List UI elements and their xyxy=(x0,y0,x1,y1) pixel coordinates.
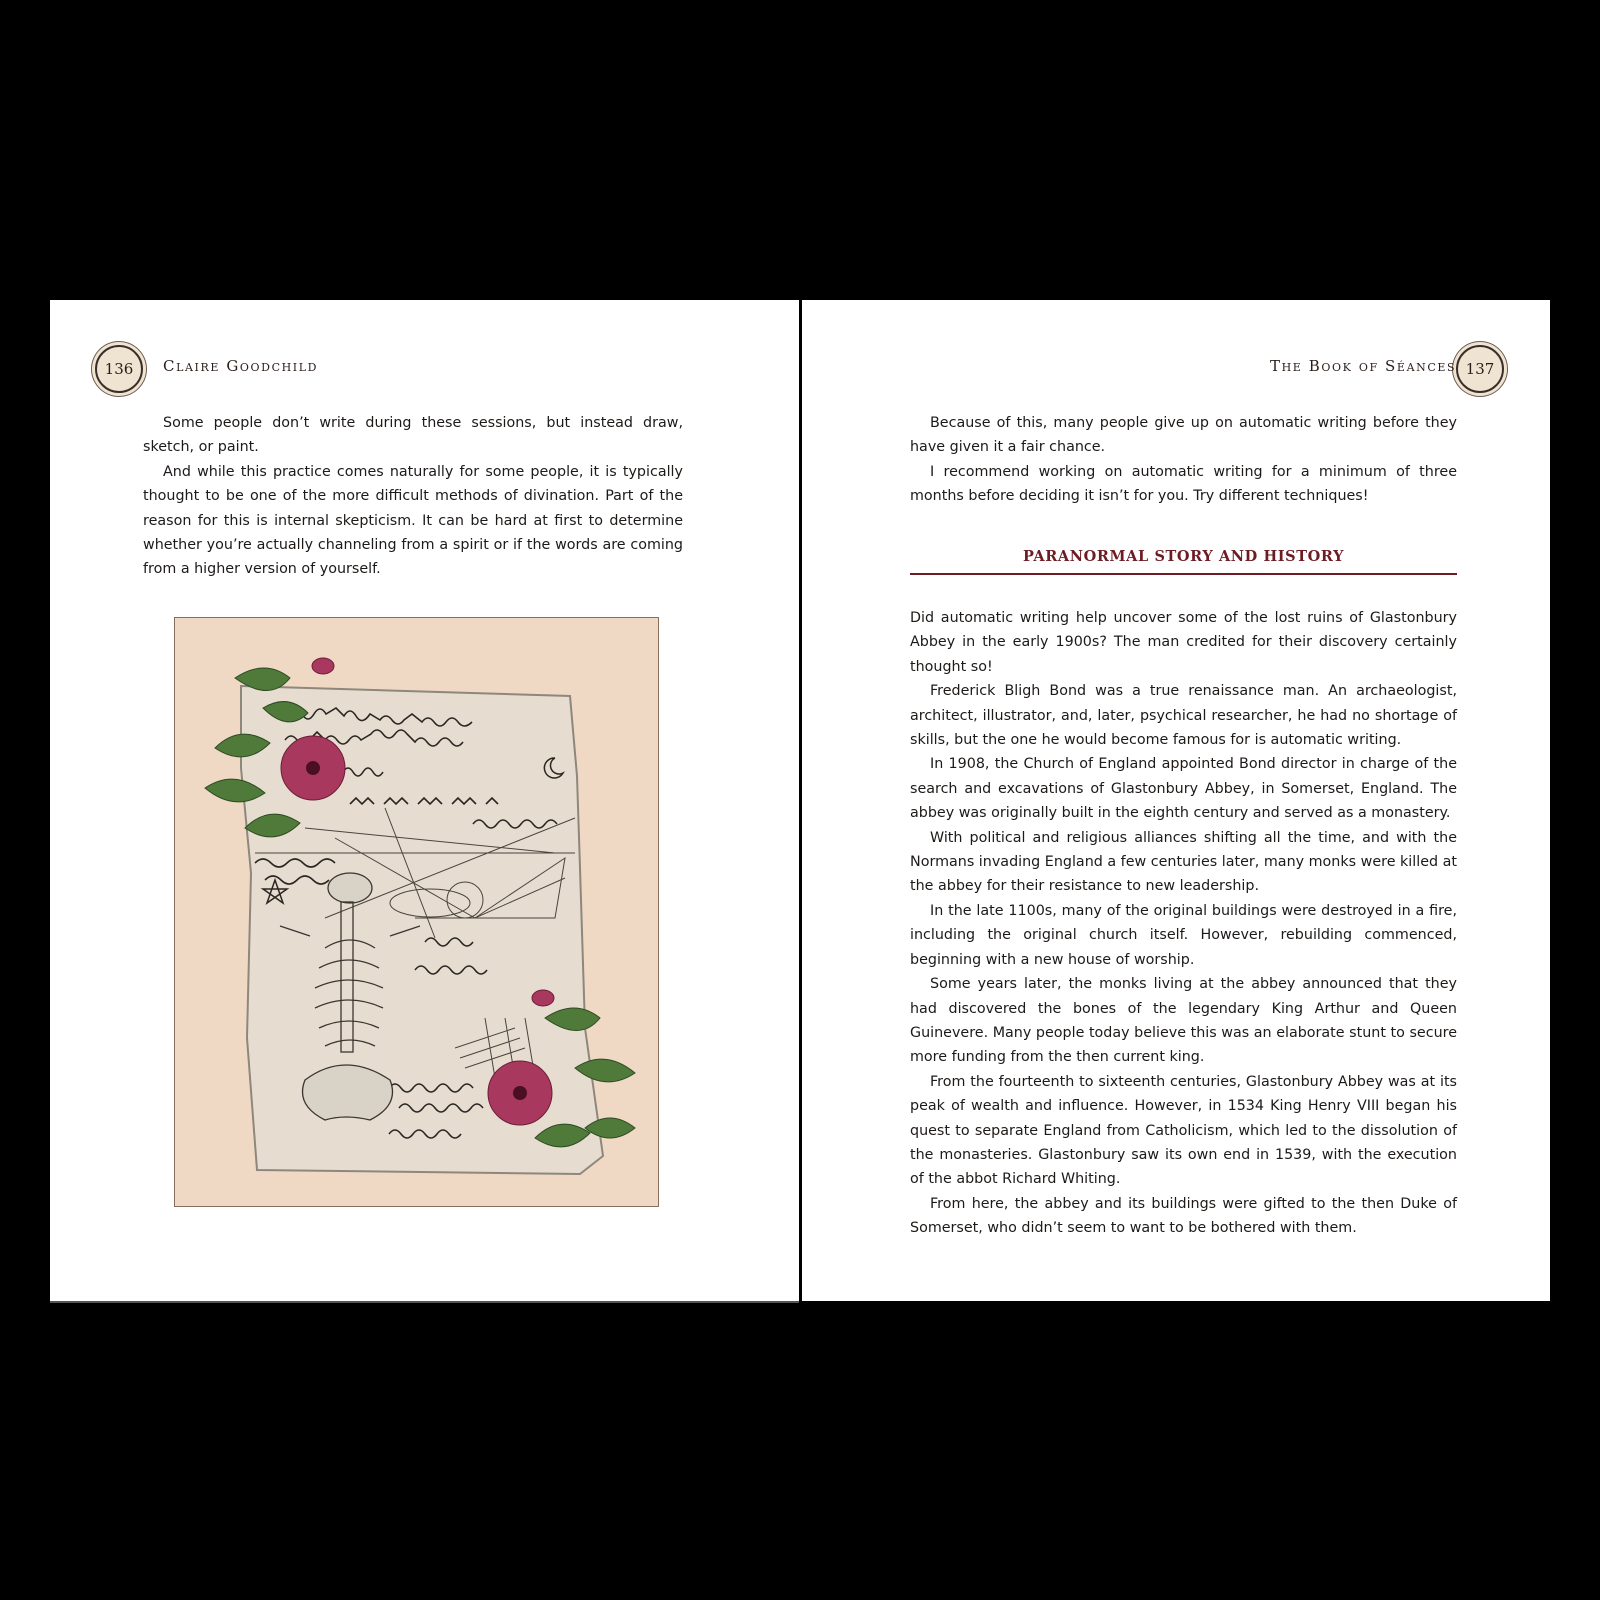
right-section-text xyxy=(910,606,1457,1241)
paragraph: Frederick Bligh Bond was a true renaissance man. An archaeologist, architect, illustrator, and, later, psychical researcher, he had no shortage of skills, but the one he would become famous for is automatic writing. xyxy=(910,683,1457,749)
paragraph: From the fourteenth to sixteenth centuries, Glastonbury Abbey was at its peak of wealth and influence. However, in 1534 King Henry VIII began his quest to separate England from Catholicism, which led to the dissolution of the monasteries. Glastonbury saw its own end in 1539, with the execution of the abbot Richard Whiting. xyxy=(910,1073,1457,1188)
section-heading: PARANORMAL STORY AND HISTORY xyxy=(1022,548,1345,565)
paragraph: From here, the abbey and its buildings were gifted to the then Duke of Somerset, who didn’t seem to want to be bothered with them. xyxy=(910,1195,1457,1237)
skeleton-manuscript-illustration xyxy=(175,618,658,1206)
page-number-left: 136 xyxy=(95,345,143,393)
running-head-author: Claire Goodchild xyxy=(163,357,319,375)
heading-rule xyxy=(910,573,1457,575)
paragraph: Did automatic writing help uncover some of the lost ruins of Glastonbury Abbey in the early 1900s? The man credited for their discovery certainly thought so! xyxy=(910,610,1457,675)
illustration-plate xyxy=(174,617,659,1207)
paragraph: Some people don’t write during these sessions, but instead draw, sketch, or paint. xyxy=(143,415,683,456)
paragraph: Some years later, the monks living at the abbey announced that they had discovered the bones of the legendary King Arthur and Queen Guinevere. Many people today believe this was an elaborate stunt to secure more funding from the then current king. xyxy=(910,976,1457,1066)
right-intro-text xyxy=(910,411,1457,509)
paragraph: In 1908, the Church of England appointed Bond director in charge of the search and excavations of Glastonbury Abbey, in Somerset, England. The abbey was originally built in the eighth century and served as a monastery. xyxy=(910,756,1457,822)
paragraph: With political and religious alliances shifting all the time, and with the Normans invading England a few centuries later, many monks were killed at the abbey for their resistance to new leadership. xyxy=(910,829,1458,895)
running-head-title: The Book of Séances xyxy=(1270,357,1457,375)
left-page xyxy=(50,300,799,1303)
paragraph: Because of this, many people give up on automatic writing before they have given it a fair chance. xyxy=(910,415,1457,456)
paragraph: And while this practice comes naturally for some people, it is typically thought to be one of the more difficult methods of divination. Part of the reason for this is internal skepticism. It can be hard at first to determine whether you’re actually channeling from a spirit or if the words are coming from a higher version of yourself. xyxy=(143,463,683,578)
left-body-text xyxy=(143,411,683,582)
page-number-right: 137 xyxy=(1456,345,1504,393)
paragraph: In the late 1100s, many of the original buildings were destroyed in a fire, including the original church itself. However, rebuilding commenced, beginning with a new house of worship. xyxy=(910,902,1457,968)
right-page xyxy=(802,300,1550,1301)
paragraph: I recommend working on automatic writing for a minimum of three months before deciding it isn’t for you. Try different techniques! xyxy=(910,463,1457,505)
